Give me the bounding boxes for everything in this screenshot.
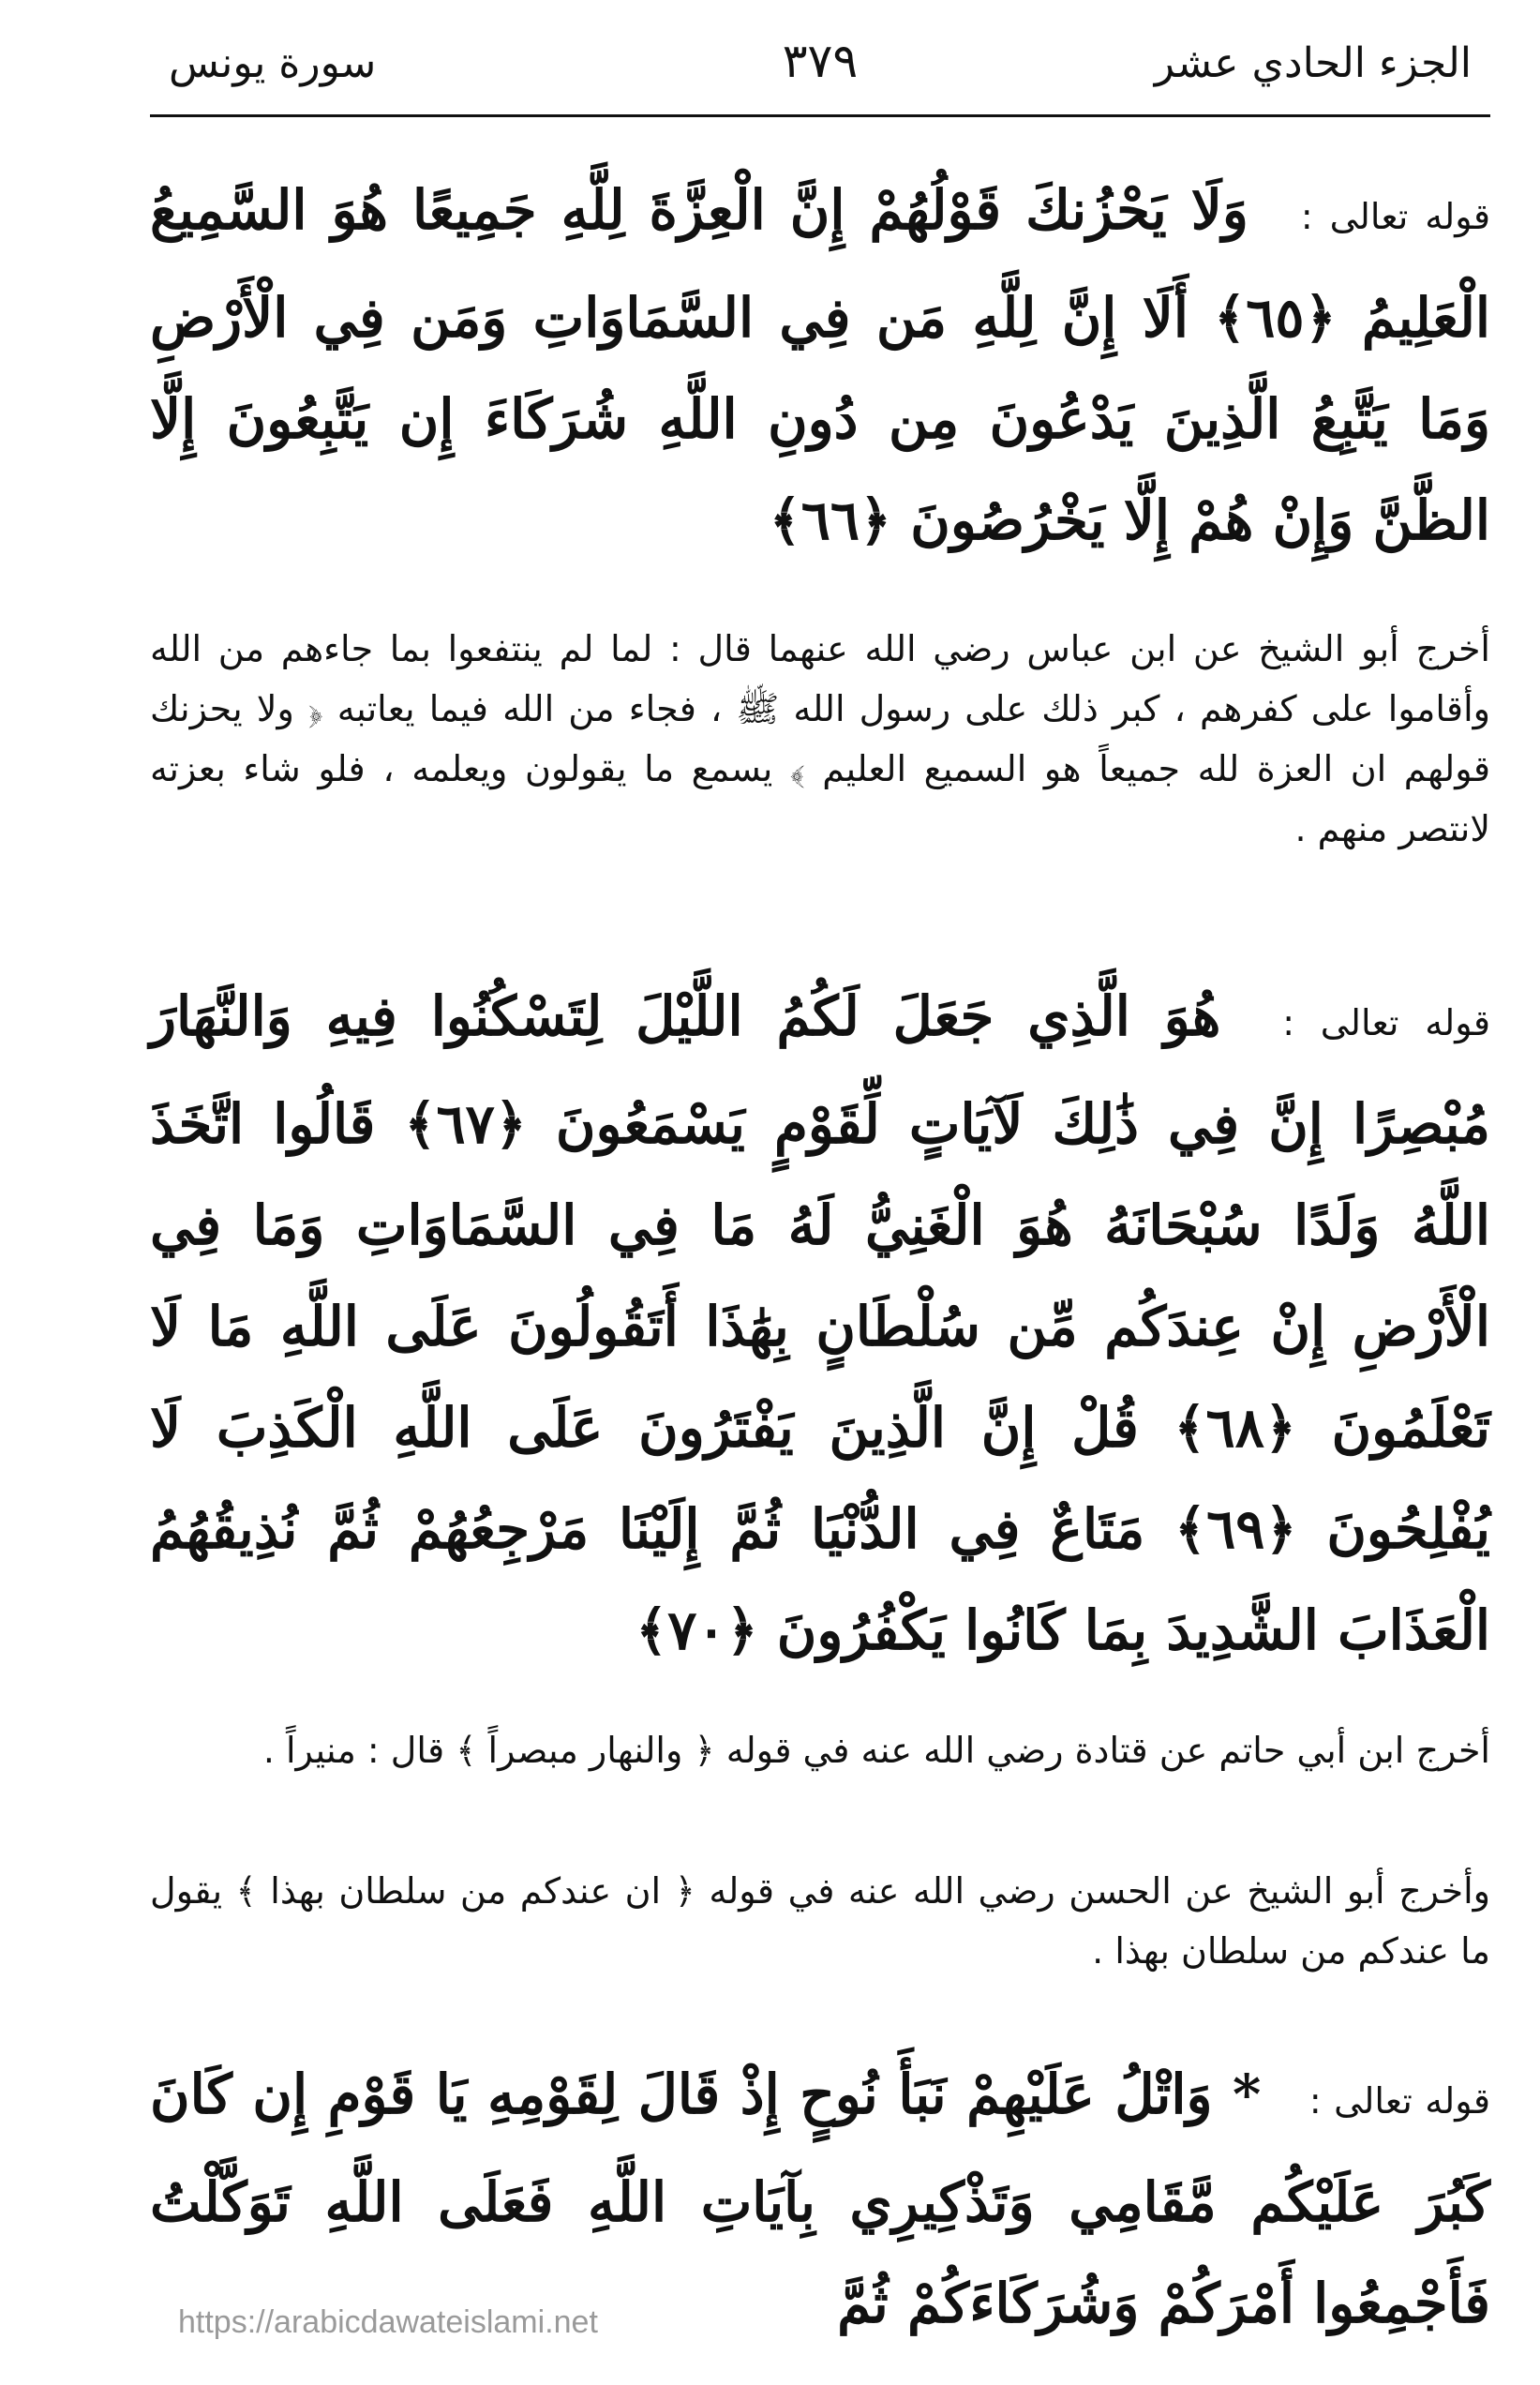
book-page <box>150 28 1490 2353</box>
verse-text: وَلَا يَحْزُنكَ قَوْلُهُمْ إِنَّ الْعِزَّةَ لِلَّهِ جَمِيعًا هُوَ السَّمِيعُ الْعَلِيمُ ﴿٦٥﴾ أَلَا إِنَّ لِلَّهِ مَن فِي السَّمَاوَاتِ وَمَن فِي الْأَرْضِ وَمَا يَتَّبِعُ الَّذِينَ يَدْعُونَ مِن دُونِ اللَّهِ شُرَكَاءَ إِن يَتَّبِعُونَ إِلَّا الظَّنَّ وَإِنْ هُمْ إِلَّا يَخْرُصُونَ ﴿٦٦﴾ <box>150 178 1490 552</box>
verse-intro: قوله تعالى : <box>1308 2080 1490 2122</box>
commentary-paragraph-1: أخرج أبو الشيخ عن ابن عباس رضي الله عنهما قال : لما لم ينتفعوا بما جاءهم من الله وأقاموا على كفرهم ، كبر ذلك على رسول الله ﷺ ، فجاء من الله فيما يعاتبه ﴿ ولا يحزنك قولهم ان العزة لله جميعاً هو السميع العليم ﴾ يسمع ما يقولون ويعلمه ، فلو شاء بعزته لانتصر منهم . <box>150 628 1490 849</box>
page-header <box>150 28 1490 117</box>
verse-block-1 <box>150 159 1490 571</box>
verse-intro: قوله تعالى : <box>1282 1002 1490 1043</box>
juz-title: الجزء الحادي عشر <box>1154 39 1472 87</box>
commentary-paragraph-3: وأخرج أبو الشيخ عن الحسن رضي الله عنه في قوله ﴿ ان عندكم من سلطان بهذا ﴾ يقول ما عندكم من سلطان بهذا . <box>150 1870 1490 1972</box>
verse-intro: قوله تعالى : <box>1300 196 1490 237</box>
verse-text: * وَاتْلُ عَلَيْهِمْ نَبَأَ نُوحٍ إِذْ قَالَ لِقَوْمِهِ يَا قَوْمِ إِن كَانَ كَبُرَ عَلَيْكُم مَّقَامِي وَتَذْكِيرِي بِآيَاتِ اللَّهِ فَعَلَى اللَّهِ تَوَكَّلْتُ فَأَجْمِعُوا أَمْرَكُمْ وَشُرَكَاءَكُمْ ثُمَّ <box>150 2062 1490 2335</box>
page-number: ٣٧٩ <box>782 34 859 88</box>
watermark-url: https://arabicdawateislami.net <box>178 2304 598 2340</box>
verse-text: هُوَ الَّذِي جَعَلَ لَكُمُ اللَّيْلَ لِتَسْكُنُوا فِيهِ وَالنَّهَارَ مُبْصِرًا إِنَّ فِي ذَٰلِكَ لَآيَاتٍ لِّقَوْمٍ يَسْمَعُونَ ﴿٦٧﴾ قَالُوا اتَّخَذَ اللَّهُ وَلَدًا سُبْحَانَهُ هُوَ الْغَنِيُّ لَهُ مَا فِي السَّمَاوَاتِ وَمَا فِي الْأَرْضِ إِنْ عِندَكُم مِّن سُلْطَانٍ بِهَٰذَا أَتَقُولُونَ عَلَى اللَّهِ مَا لَا تَعْلَمُونَ ﴿٦٨﴾ قُلْ إِنَّ الَّذِينَ يَفْتَرُونَ عَلَى اللَّهِ الْكَذِبَ لَا يُفْلِحُونَ ﴿٦٩﴾ مَتَاعٌ فِي الدُّنْيَا ثُمَّ إِلَيْنَا مَرْجِعُهُمْ ثُمَّ نُذِيقُهُمُ الْعَذَابَ الشَّدِيدَ بِمَا كَانُوا يَكْفُرُونَ ﴿٧٠﴾ <box>150 984 1491 1662</box>
surah-title: سورة يونس <box>169 39 377 87</box>
verse-block-2 <box>150 966 1490 1681</box>
commentary-paragraph-2: أخرج ابن أبي حاتم عن قتادة رضي الله عنه في قوله ﴿ والنهار مبصراً ﴾ قال : منيراً . <box>262 1730 1490 1771</box>
